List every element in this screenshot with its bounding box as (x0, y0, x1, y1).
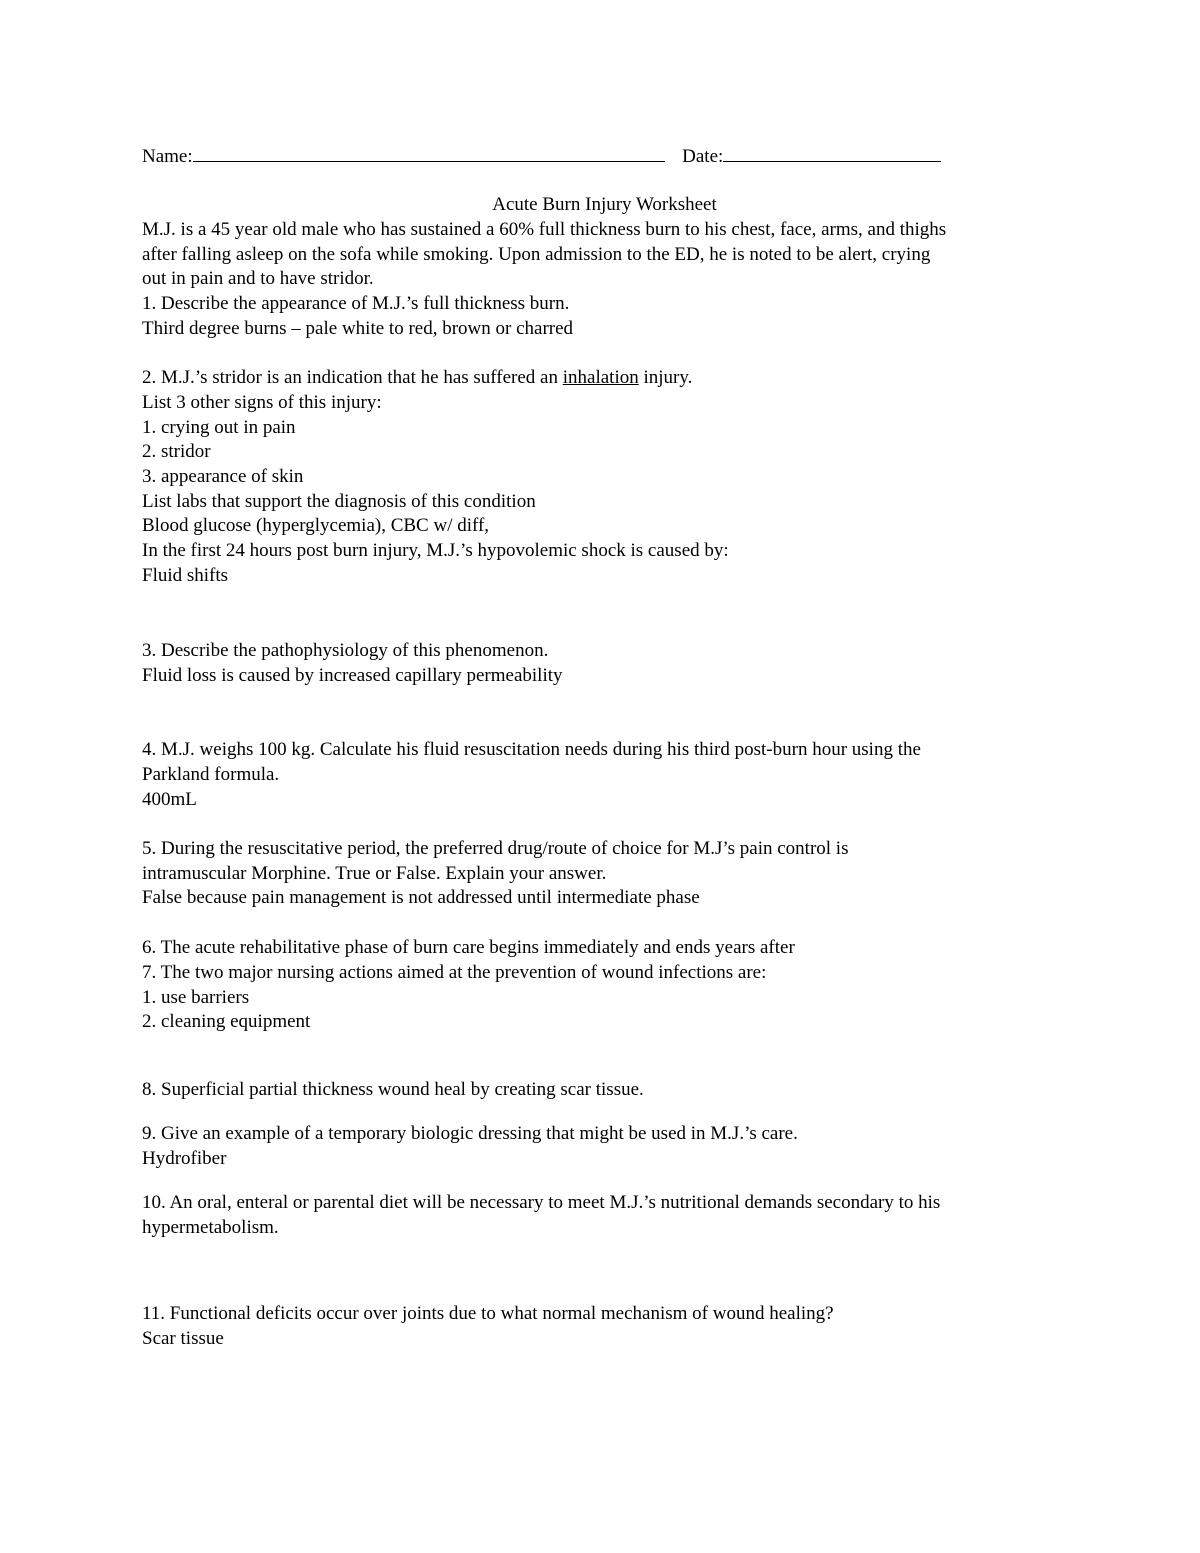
q2-labs-prompt: List labs that support the diagnosis of this condition (142, 491, 536, 512)
name-blank (193, 143, 665, 162)
q2-sign-2: 2. stridor (142, 441, 211, 462)
q6-question: 6. The acute rehabilitative phase of burn care begins immediately and ends years after (142, 937, 795, 958)
intro-line-1: M.J. is a 45 year old male who has sustained a 60% full thickness burn to his chest, face, arms, and thighs (142, 219, 947, 240)
q1-answer: Third degree burns – pale white to red, brown or charred (142, 318, 574, 339)
q10-question-line-2: hypermetabolism. (142, 1217, 279, 1238)
q2-list-prompt: List 3 other signs of this injury: (142, 392, 382, 413)
q7-question: 7. The two major nursing actions aimed at the prevention of wound infections are: (142, 962, 767, 983)
intro-line-2: after falling asleep on the sofa while smoking. Upon admission to the ED, he is noted to be alert, crying (142, 244, 931, 265)
q9-question: 9. Give an example of a temporary biologic dressing that might be used in M.J.’s care. (142, 1123, 798, 1144)
date-label: Date: (682, 146, 724, 167)
q10-question-line-1: 10. An oral, enteral or parental diet will be necessary to meet M.J.’s nutritional demands secondary to his (142, 1192, 941, 1213)
q4-question-line-1: 4. M.J. weighs 100 kg. Calculate his fluid resuscitation needs during his third post-burn hour using the (142, 739, 921, 760)
name-label: Name: (142, 146, 193, 167)
q7-answer-2: 2. cleaning equipment (142, 1011, 311, 1032)
q8-question: 8. Superficial partial thickness wound heal by creating scar tissue. (142, 1079, 644, 1100)
q2-prefix: 2. M.J.’s stridor is an indication that he has suffered an (142, 367, 563, 388)
intro-line-3: out in pain and to have stridor. (142, 268, 374, 289)
q2-question (142, 366, 692, 390)
q3-answer: Fluid loss is caused by increased capillary permeability (142, 665, 563, 686)
q9-answer: Hydrofiber (142, 1148, 227, 1169)
q5-answer: False because pain management is not addressed until intermediate phase (142, 887, 700, 908)
q2-shock-prompt: In the first 24 hours post burn injury, M.J.’s hypovolemic shock is caused by: (142, 540, 729, 561)
q2-suffix: injury. (638, 367, 693, 388)
q5-question-line-2: intramuscular Morphine. True or False. Explain your answer. (142, 863, 607, 884)
q4-answer: 400mL (142, 789, 197, 810)
q2-sign-3: 3. appearance of skin (142, 466, 304, 487)
header-line (142, 143, 941, 169)
q5-question-line-1: 5. During the resuscitative period, the preferred drug/route of choice for M.J’s pain control is (142, 838, 849, 859)
q7-answer-1: 1. use barriers (142, 987, 250, 1008)
q3-question: 3. Describe the pathophysiology of this phenomenon. (142, 640, 549, 661)
date-blank (723, 143, 941, 162)
worksheet-title: Acute Burn Injury Worksheet (492, 194, 717, 215)
q1-question: 1. Describe the appearance of M.J.’s full thickness burn. (142, 293, 570, 314)
q11-answer: Scar tissue (142, 1328, 224, 1349)
q2-shock-answer: Fluid shifts (142, 565, 229, 586)
q2-labs-answer: Blood glucose (hyperglycemia), CBC w/ diff, (142, 515, 490, 536)
q4-question-line-2: Parkland formula. (142, 764, 280, 785)
q2-sign-1: 1. crying out in pain (142, 417, 296, 438)
q2-underlined-term: inhalation (562, 367, 639, 388)
q11-question: 11. Functional deficits occur over joints due to what normal mechanism of wound healing? (142, 1303, 834, 1324)
